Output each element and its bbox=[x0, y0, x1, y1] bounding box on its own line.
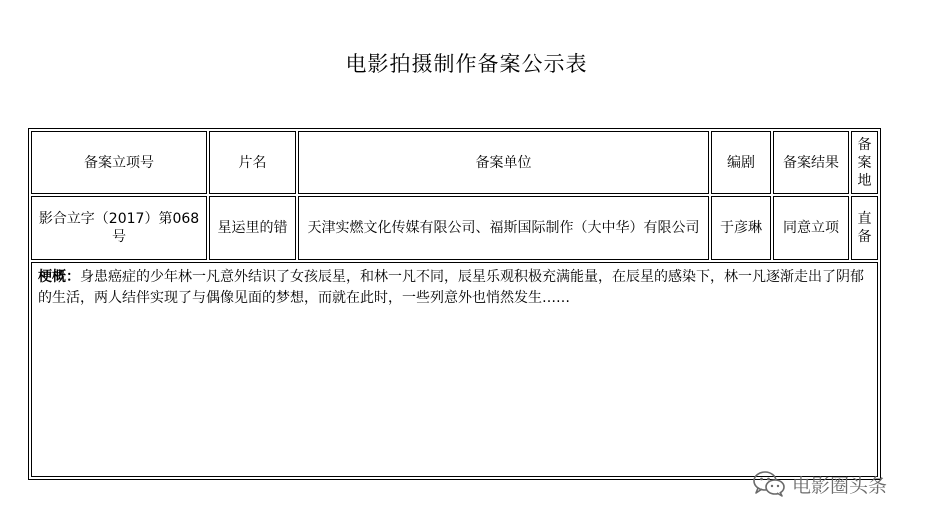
header-location: 备案地 bbox=[851, 131, 878, 194]
header-screenwriter: 编剧 bbox=[711, 131, 771, 194]
summary-cell bbox=[31, 262, 878, 477]
summary-label: 梗概： bbox=[38, 269, 80, 285]
header-film-name: 片名 bbox=[209, 131, 296, 194]
wechat-icon bbox=[752, 470, 786, 498]
header-record-no: 备案立项号 bbox=[31, 131, 207, 194]
summary-row bbox=[31, 262, 878, 477]
cell-film-name: 星运里的错 bbox=[209, 196, 296, 260]
record-table bbox=[28, 128, 881, 480]
table-row bbox=[31, 196, 878, 260]
cell-result: 同意立项 bbox=[773, 196, 849, 260]
cell-record-no: 影合立字（2017）第068号 bbox=[31, 196, 207, 260]
header-result: 备案结果 bbox=[773, 131, 849, 194]
watermark-text: 电影圈头条 bbox=[792, 474, 888, 497]
header-row bbox=[31, 131, 878, 194]
cell-screenwriter: 于彦琳 bbox=[711, 196, 771, 260]
summary-text: 身患癌症的少年林一凡意外结识了女孩辰星，和林一凡不同，辰星乐观积极充满能量，在辰星的感染下，林一凡逐渐走出了阴郁的生活，两人结伴实现了与偶像见面的梦想，而就在此时，一些列意外也悄然发生…… bbox=[38, 269, 864, 306]
page-title: 电影拍摄制作备案公示表 bbox=[345, 52, 588, 76]
cell-location: 直备 bbox=[851, 196, 878, 260]
watermark bbox=[752, 468, 887, 500]
header-company: 备案单位 bbox=[298, 131, 709, 194]
cell-company: 天津实燃文化传媒有限公司、福斯国际制作（大中华）有限公司 bbox=[298, 196, 709, 260]
